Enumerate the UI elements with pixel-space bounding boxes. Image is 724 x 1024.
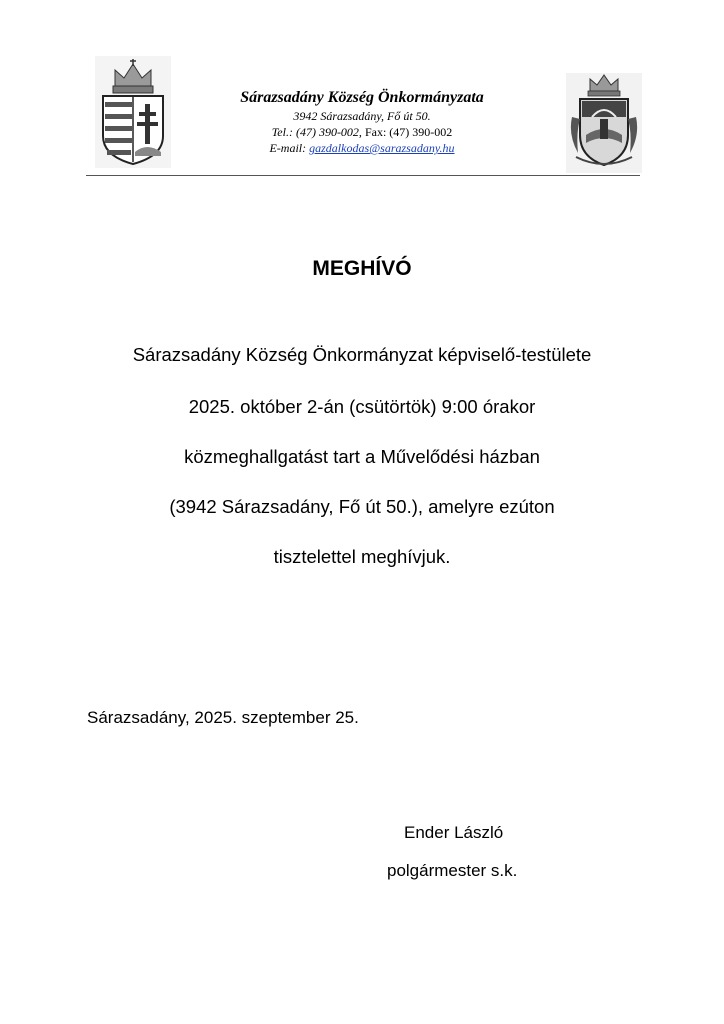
signer-name: Ender László [404,823,504,842]
signer-title: polgármester s.k. [387,861,518,880]
organization-address: 3942 Sárazsadány, Fő út 50. [293,109,431,123]
contact-email [172,140,552,156]
municipal-coat-of-arms-icon [566,73,642,173]
organization-name: Sárazsadány Község Önkormányzata [240,89,484,106]
contact-phone-fax [172,124,552,140]
invitation-line-4: (3942 Sárazsadány, Fő út 50.), amelyre ezúton [169,496,555,517]
place-and-date: Sárazsadány, 2025. szeptember 25. [87,708,359,727]
letterhead-divider [86,175,640,176]
invitation-line-3: közmeghallgatást tart a Művelődési házban [184,446,540,467]
invitation-line-2: 2025. október 2-án (csütörtök) 9:00 órakor [188,396,536,417]
phone-number: Tel.: (47) 390-002, [271,125,362,139]
fax-number: Fax: (47) 390-002 [364,125,453,139]
email-label: E-mail: [269,141,307,155]
invitation-line-5: tisztelettel meghívjuk. [273,546,451,567]
hungarian-coat-of-arms-icon [95,56,171,168]
letterhead [172,88,552,156]
invitation-line-1: Sárazsadány Község Önkormányzat képviselő-testülete [132,344,592,365]
document-title: MEGHÍVÓ [312,257,412,280]
email-link[interactable]: gazdalkodas@sarazsadany.hu [309,141,455,155]
